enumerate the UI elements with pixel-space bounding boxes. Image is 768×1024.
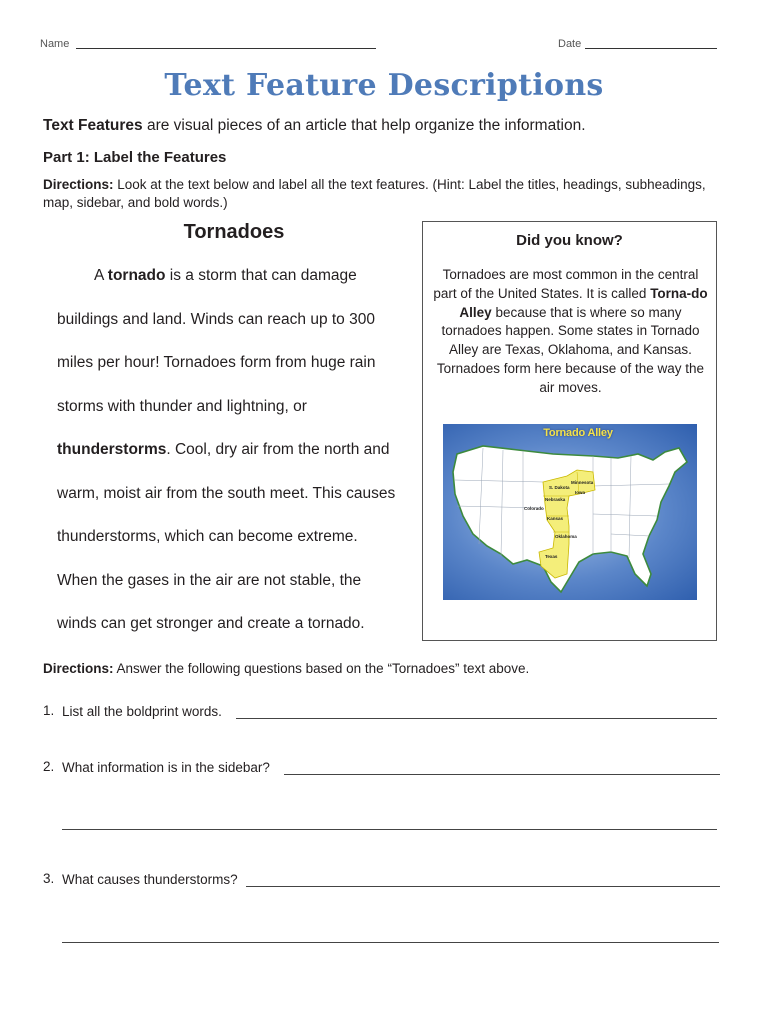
answer-line-3a[interactable] (246, 886, 720, 887)
map-state-label: Texas (545, 554, 558, 559)
answer-line-2b[interactable] (62, 829, 717, 830)
question-text: List all the boldprint words. (62, 704, 222, 719)
answer-line-2a[interactable] (284, 774, 720, 775)
question-number: 3. (43, 871, 55, 886)
article-bold-word: tornado (107, 267, 166, 284)
map-state-label: Colorado (524, 506, 544, 511)
article-line (57, 393, 417, 437)
article-line (57, 480, 417, 524)
sidebar-text-post: because that is where so many tornadoes happen. Some states in Tornado Alley are Texas, Oklahoma, and Kansas. Tornadoes form here because of the way the air moves. (436, 304, 705, 395)
article-line (57, 262, 417, 306)
question-number: 1. (43, 703, 55, 718)
page-title: Text Feature Descriptions (164, 68, 604, 103)
map-state-label: Minnesota (571, 480, 594, 485)
map-state-label: S. Dakota (549, 485, 570, 490)
directions-1-label: Directions: (43, 177, 114, 192)
article-title: Tornadoes (183, 221, 285, 243)
article-line (57, 610, 417, 654)
us-map-graphic (443, 424, 697, 600)
intro-text (43, 117, 743, 135)
tornado-alley-map (443, 424, 697, 600)
directions-2-label: Directions: (43, 661, 114, 676)
article-line (57, 567, 417, 611)
directions-1-text: Look at the text below and label all the text features. (Hint: Label the titles, headings, subheadings, map, sidebar, and bold words.) (43, 177, 706, 210)
date-label: Date (558, 38, 582, 50)
map-state-label: Nebraska (545, 497, 566, 502)
name-field-line[interactable] (76, 48, 376, 49)
article-text: warm, moist air from the south meet. This causes (57, 484, 396, 502)
article-text: When the gases in the air are not stable, the (57, 571, 362, 589)
article-text: thunderstorms, which can become extreme. (57, 528, 358, 545)
map-title: Tornado Alley (543, 427, 613, 439)
map-state-label: Kansas (547, 516, 564, 521)
article-line (57, 306, 417, 350)
directions-1 (43, 176, 723, 212)
map-state-label: Oklahoma (555, 534, 577, 539)
article-text: storms with thunder and lightning, or (57, 397, 307, 415)
article-line (57, 349, 417, 393)
sidebar-text (433, 266, 708, 398)
article-line (57, 523, 417, 567)
article-text: buildings and land. Winds can reach up to 300 (57, 310, 375, 328)
article-text: winds can get stronger and create a tornado. (57, 615, 365, 632)
directions-2-text: Answer the following questions based on the “Tornadoes” text above. (113, 661, 530, 676)
answer-line-3b[interactable] (62, 942, 719, 943)
article-text: is a storm that can damage (165, 267, 357, 284)
article-bold-word: thunderstorms (57, 441, 167, 458)
sidebar-text-bold: Torna-do Alley (459, 285, 708, 320)
part1-heading: Part 1: Label the Features (43, 149, 227, 166)
intro-bold: Text Features (43, 117, 143, 134)
sidebar-text-pre: Tornadoes are most common in the central part of the United States. It is called (433, 267, 699, 301)
map-state-label: Iowa (575, 490, 586, 495)
answer-line-1[interactable] (236, 718, 717, 719)
question-number: 2. (43, 759, 55, 774)
question-text: What information is in the sidebar? (62, 760, 270, 775)
article-body (57, 262, 417, 654)
name-label: Name (40, 38, 70, 50)
article-text: A (94, 267, 108, 284)
intro-rest: are visual pieces of an article that help organize the information. (142, 117, 586, 134)
article-text: . Cool, dry air from the north and (166, 441, 390, 458)
article-line (57, 436, 417, 480)
directions-2 (43, 661, 529, 676)
sidebar (422, 221, 717, 641)
sidebar-title: Did you know? (516, 232, 623, 249)
date-field-line[interactable] (585, 48, 717, 49)
article-text: miles per hour! Tornadoes form from huge rain (57, 354, 376, 371)
question-text: What causes thunderstorms? (62, 872, 238, 887)
